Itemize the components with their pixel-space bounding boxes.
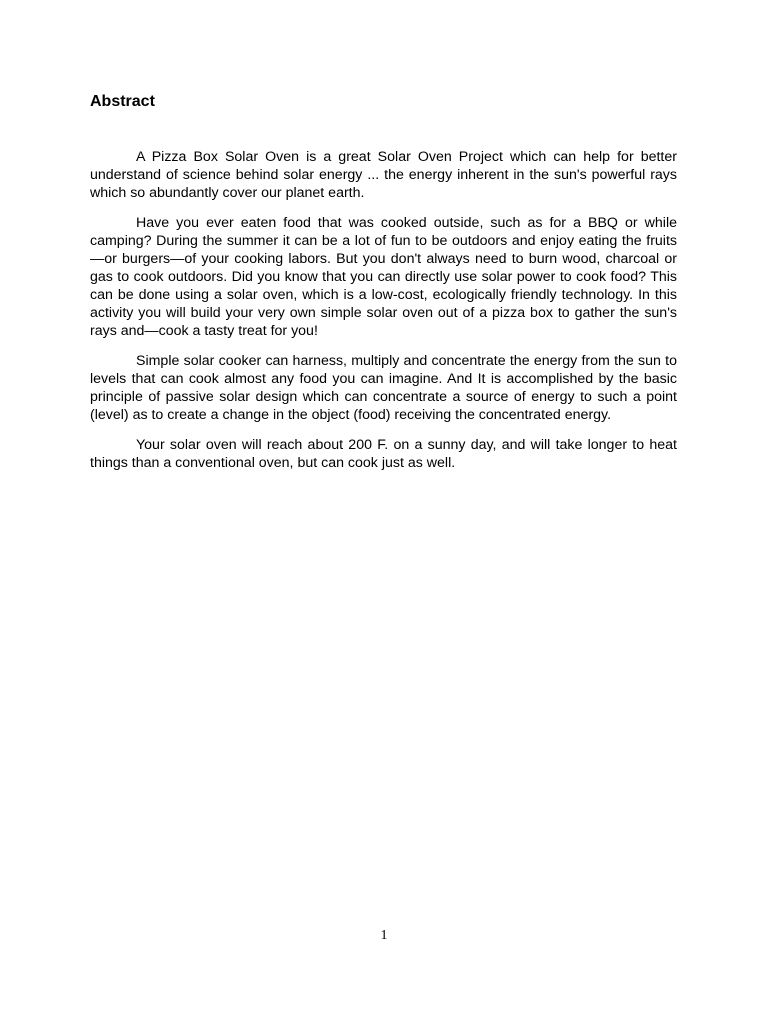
section-heading: Abstract (90, 93, 155, 110)
paragraph-oven-temperature: Your solar oven will reach about 200 F. on a sunny day, and will take longer to heat things than a conventional oven, but can cook just as well. (90, 437, 677, 471)
paragraph-cooking-outside: Have you ever eaten food that was cooked outside, such as for a BBQ or while camping? During the summer it can be a lot of fun to be outdoors and enjoy eating the fruits—or burgers—of your cooking labors. But you don't always need to burn wood, charcoal or gas to cook outdoors. Did you know that you can directly use solar power to cook food? This can be done using a solar oven, which is a low-cost, ecologically friendly technology. In this activity you will build your very own simple solar oven out of a pizza box to gather the sun's rays and—cook a tasty treat for you! (90, 215, 677, 339)
paragraph-solar-cooker: Simple solar cooker can harness, multiply and concentrate the energy from the sun to levels that can cook almost any food you can imagine. And It is accomplished by the basic principle of passive solar design which can concentrate a source of energy to such a point (level) as to create a change in the object (food) receiving the concentrated energy. (90, 353, 677, 423)
abstract-body (90, 148, 677, 484)
page-number: 1 (380, 928, 388, 943)
paragraph-intro: A Pizza Box Solar Oven is a great Solar Oven Project which can help for better understand of science behind solar energy ... the energy inherent in the sun's powerful rays which so abundantly cover our planet earth. (90, 149, 677, 201)
